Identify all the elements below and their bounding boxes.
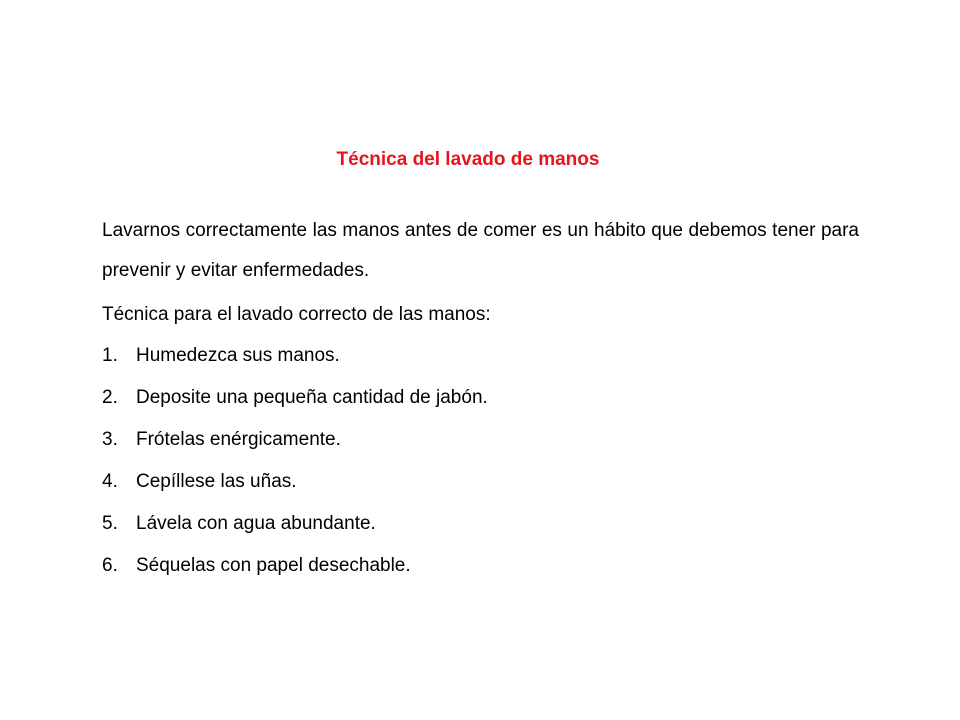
step-item xyxy=(102,335,859,377)
step-number: 4. xyxy=(102,471,118,492)
step-number: 5. xyxy=(102,513,118,534)
step-item xyxy=(102,545,859,587)
document-body xyxy=(102,211,859,587)
step-item xyxy=(102,377,859,419)
intro-paragraph: Lavarnos correctamente las manos antes de comer es un hábito que debemos tener para prevenir y evitar enfermedades. xyxy=(102,220,859,281)
steps-heading: Técnica para el lavado correcto de las manos: xyxy=(102,304,491,325)
step-text: Humedezca sus manos. xyxy=(136,345,340,366)
step-number: 3. xyxy=(102,429,118,450)
step-text: Deposite una pequeña cantidad de jabón. xyxy=(136,387,488,408)
step-text: Cepíllese las uñas. xyxy=(136,471,297,492)
step-number: 2. xyxy=(102,387,118,408)
step-text: Frótelas enérgicamente. xyxy=(136,429,341,450)
steps-list xyxy=(102,335,859,587)
document-title: Técnica del lavado de manos xyxy=(336,149,600,170)
step-number: 1. xyxy=(102,345,118,366)
step-text: Séquelas con papel desechable. xyxy=(136,555,411,576)
step-item xyxy=(102,503,859,545)
step-number: 6. xyxy=(102,555,118,576)
step-text: Lávela con agua abundante. xyxy=(136,513,376,534)
step-item xyxy=(102,461,859,503)
step-item xyxy=(102,419,859,461)
